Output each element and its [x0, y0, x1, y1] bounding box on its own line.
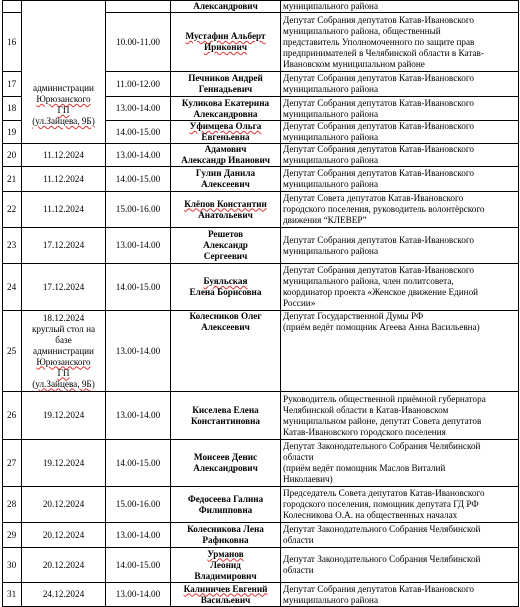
date-cell: 11.12.2024 — [22, 167, 106, 192]
deputy-name: Моисеев Денис Александрович — [171, 440, 281, 487]
date-cell: 17.12.2024 — [22, 264, 106, 311]
deputy-position: Депутат Собрания депутатов Катав-Ивановского муниципального района, член политсовета, координатор проекта «Женское движение Единой России» — [281, 264, 519, 311]
deputy-name: Клёпов Константин Анатольевич — [171, 192, 281, 228]
deputy-name: Адамович Александр Иванович — [171, 144, 281, 167]
table-row — [3, 392, 519, 440]
deputy-name: Федосеева Галина Филипповна — [171, 487, 281, 523]
deputy-position: Депутат Собрания депутатов Катав-Ивановского муниципального района — [281, 583, 519, 607]
deputy-name: Колесников Олег Алексеевич — [171, 311, 281, 392]
deputy-name: Колесникова Лена Рафиковна — [171, 523, 281, 548]
deputy-position: Депутат Собрания депутатов Катав-Ивановского муниципального района — [281, 97, 519, 121]
date-cell: 24.12.2024 — [22, 583, 106, 607]
deputy-name: Киселева Елена Константиновна — [171, 392, 281, 440]
deputy-name: Урманов Леонид Владимирович — [171, 548, 281, 583]
date-cell: 20.12.2024 — [22, 487, 106, 523]
row-number: 17 — [3, 72, 22, 97]
time-slot: 13.00-14.00 — [106, 97, 171, 121]
date-cell: 19.12.2024 — [22, 440, 106, 487]
deputy-name: Мустафин Альберт Ириконич — [171, 13, 281, 72]
time-slot: 10.00-11.00 — [106, 13, 171, 72]
time-slot: 14.00-15.00 — [106, 440, 171, 487]
time-slot: 13.00-14.00 — [106, 392, 171, 440]
row-number: 22 — [3, 192, 22, 228]
table-row — [3, 487, 519, 523]
deputy-position: Депутат Собрания депутатов Катав-Ивановского муниципального района — [281, 167, 519, 192]
deputy-position: муниципального района — [281, 1, 519, 13]
row-number: 20 — [3, 144, 22, 167]
time-slot: 14.00-15.00 — [106, 264, 171, 311]
deputy-name: Гулин Данила Алексеевич — [171, 167, 281, 192]
deputy-position: Депутат Собрания депутатов Катав-Ивановского муниципального района, общественный представитель Уполномоченного по защите прав предпринимателей в Челябинской области в Катав- Ивановском муниципальном районе — [281, 13, 519, 72]
table-row — [3, 311, 519, 392]
row-number: 23 — [3, 228, 22, 264]
time-slot: 13.00-14.00 — [106, 523, 171, 548]
row-number: 16 — [3, 13, 22, 72]
deputy-position: Депутат Собрания депутатов Катав-Ивановского муниципального района — [281, 72, 519, 97]
date-cell: 18.12.2024 круглый стол на базе администрации Юрюзанского ГП (ул.Зайцева, 9Б) — [22, 311, 106, 392]
row-number: 31 — [3, 583, 22, 607]
deputy-name: Куликова Екатерина Александровна — [171, 97, 281, 121]
deputy-name: Уфимцева Ольга Евгеньевна — [171, 121, 281, 144]
date-cell: 20.12.2024 — [22, 523, 106, 548]
table-row — [3, 523, 519, 548]
deputy-name: Решетов Александр Сергеевич — [171, 228, 281, 264]
deputy-position: Депутат Законодательного Собрания Челябинской области (приём ведёт помощник Маслов Виталий Николаевич) — [281, 440, 519, 487]
table-row — [3, 440, 519, 487]
row-number: 26 — [3, 392, 22, 440]
table-row — [3, 1, 519, 13]
deputy-position: Депутат Законодательного Собрания Челябинской области — [281, 523, 519, 548]
time-slot: 15.00-16.00 — [106, 192, 171, 228]
time-slot: 13.00-14.00 — [106, 583, 171, 607]
date-cell: 11.12.2024 — [22, 144, 106, 167]
time-slot: 13.00-14.00 — [106, 228, 171, 264]
row-number: 19 — [3, 121, 22, 144]
time-slot: 13.00-14.00 — [106, 311, 171, 392]
row-number: 24 — [3, 264, 22, 311]
time-slot: 14.00-15.00 — [106, 167, 171, 192]
table-row — [3, 192, 519, 228]
deputy-name: Александрович — [171, 1, 281, 13]
table-row — [3, 583, 519, 607]
date-cell: 19.12.2024 — [22, 392, 106, 440]
deputy-position: Руководитель общественной приёмной губернатора Челябинской области в Катав-Ивановском муниципальном районе, депутат Совета депутатов Катав-Ивановского городского поселения — [281, 392, 519, 440]
deputy-position: Председатель Совета депутатов Катав-Ивановского городского поселения, помощник депутата ГД РФ Колесникова О.А. на общественных началах — [281, 487, 519, 523]
deputy-position: Депутат Собрания депутатов Катав-Ивановского муниципального района — [281, 121, 519, 144]
time-slot: 14.00-15.00 — [106, 121, 171, 144]
deputy-name: Печников Андрей Геннадьевич — [171, 72, 281, 97]
deputy-position: Депутат Совета депутатов Катав-Ивановского городского поселения, руководитель волонтёрского движения “КЛЕВЕР” — [281, 192, 519, 228]
time-slot: 13.00-14.00 — [106, 144, 171, 167]
deputy-position: Депутат Государственной Думы РФ (приём ведёт помощник Агеева Анна Васильевна) — [281, 311, 519, 392]
venue-cell: администрации Юрюзанского ГП (ул.Зайцева, 9Б) — [22, 1, 106, 144]
table-row — [3, 167, 519, 192]
table-row — [3, 228, 519, 264]
time-slot: 11.00-12.00 — [106, 72, 171, 97]
table-row — [3, 548, 519, 583]
deputy-position: Депутат Собрания депутатов Катав-Ивановского муниципального района — [281, 228, 519, 264]
schedule-table — [2, 0, 519, 607]
table-row — [3, 144, 519, 167]
row-number: 18 — [3, 97, 22, 121]
deputy-name: Буяльская Елена Борисовна — [171, 264, 281, 311]
row-number: 21 — [3, 167, 22, 192]
deputy-name: Калиничев Евгений Васильевич — [171, 583, 281, 607]
row-number: 28 — [3, 487, 22, 523]
date-cell: 11.12.2024 — [22, 192, 106, 228]
row-number: 29 — [3, 523, 22, 548]
row-number: 30 — [3, 548, 22, 583]
row-number: 25 — [3, 311, 22, 392]
time-slot: 14.00-15.00 — [106, 548, 171, 583]
table-row — [3, 264, 519, 311]
time-slot: 15.00-16.00 — [106, 487, 171, 523]
deputy-position: Депутат Собрания депутатов Катав-Ивановского муниципального района — [281, 144, 519, 167]
deputy-position: Депутат Законодательного Собрания Челябинской области — [281, 548, 519, 583]
date-cell: 20.12.2024 — [22, 548, 106, 583]
date-cell: 17.12.2024 — [22, 228, 106, 264]
row-number: 27 — [3, 440, 22, 487]
